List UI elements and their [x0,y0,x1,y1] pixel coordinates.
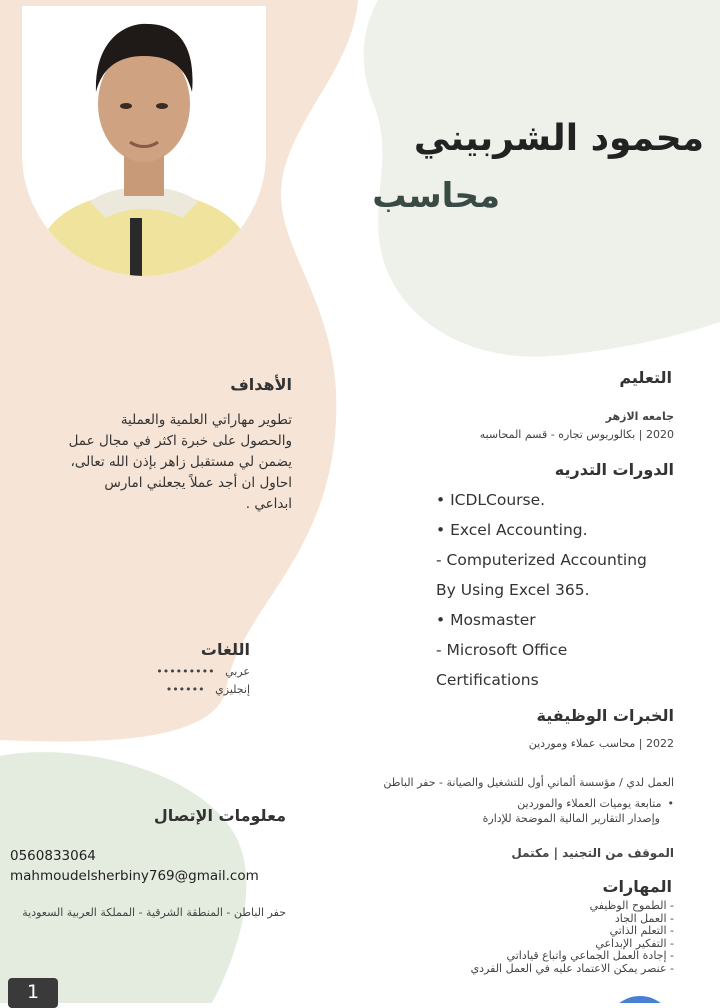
objective-line: تطوير مهاراتي العلمية والعملية [120,412,292,428]
profile-photo [22,6,266,276]
experience-bullet-continued: وإصدار التقارير المالية الموضحة للإدارة [482,812,660,825]
contact-heading: معلومات الإتصال [153,806,286,825]
skill-item: - الطموح الوظيفي [589,899,674,912]
objective-line: يضمن لي مستقبل زاهر بإذن الله تعالى، [70,454,292,470]
language-name: عربي [225,665,250,678]
education-heading: التعليم [619,368,672,387]
education-detail: 2020 | بكالوريوس تجاره - قسم المحاسبه [479,428,674,441]
experience-role: 2022 | محاسب عملاء وموردين [528,737,674,750]
course-item: - Microsoft Office [436,641,568,659]
skill-item: - عنصر يمكن الاعتماد عليه في العمل الفردي [470,961,674,975]
page-number-badge[interactable]: 1 [8,978,58,1008]
skill-item: - التفكير الإبداعي [595,936,674,950]
military-status: الموقف من التجنيد | مكتمل [511,846,674,860]
contact-address: حفر الباطن - المنطقة الشرقية - المملكة العربية السعودية [22,906,286,919]
job-title: محاسب [372,176,500,216]
contact-phone[interactable]: 0560833064 [10,848,96,864]
objective-line: والحصول على خبرة اكثر في مجال عمل [68,433,292,449]
courses-heading: الدورات التدريه [554,460,674,479]
experience-employer: العمل لدي / مؤسسة ألماني أول للتشغيل والصيانة - حفر الباطن [383,776,674,789]
education-school: جامعه الازهر [605,410,674,423]
objectives-heading: الأهداف [230,375,292,394]
skill-item: - العمل الجاد [614,911,674,925]
language-name: إنجليزي [215,683,250,696]
course-item: - Computerized Accounting [436,551,647,569]
language-english [166,683,250,696]
experience-bullet: •متابعة يوميات العملاء والموردين [517,797,674,810]
language-level: •••••• [165,683,205,696]
skills-list [471,900,674,975]
experience-heading: الخبرات الوظيفية [536,706,674,725]
course-item: • ICDLCourse. [436,491,546,509]
course-item: Certifications [436,671,539,689]
objectives-text [32,410,292,515]
language-arabic [156,665,250,678]
objective-line: ابداعي . [245,496,292,512]
skills-heading: المهارات [602,877,672,896]
contact-email[interactable]: mahmoudelsherbiny769@gmail.com [10,868,259,884]
language-level: ••••••••• [156,665,215,678]
skill-item: - إجادة العمل الجماعي واتباع قياداتي [506,949,674,962]
course-item: By Using Excel 365. [436,581,590,599]
bullet-dot: • [667,797,674,810]
course-item: • Mosmaster [436,611,536,629]
course-item: • Excel Accounting. [436,521,588,539]
objective-line: احاول ان أجد عملاً يجعلني امارس [104,475,292,491]
languages-heading: اللغات [200,640,250,659]
candidate-name: محمود الشربيني [413,118,704,159]
blue-corner-dot [606,996,674,1003]
skill-item: - التعلم الذاتي [609,924,674,937]
